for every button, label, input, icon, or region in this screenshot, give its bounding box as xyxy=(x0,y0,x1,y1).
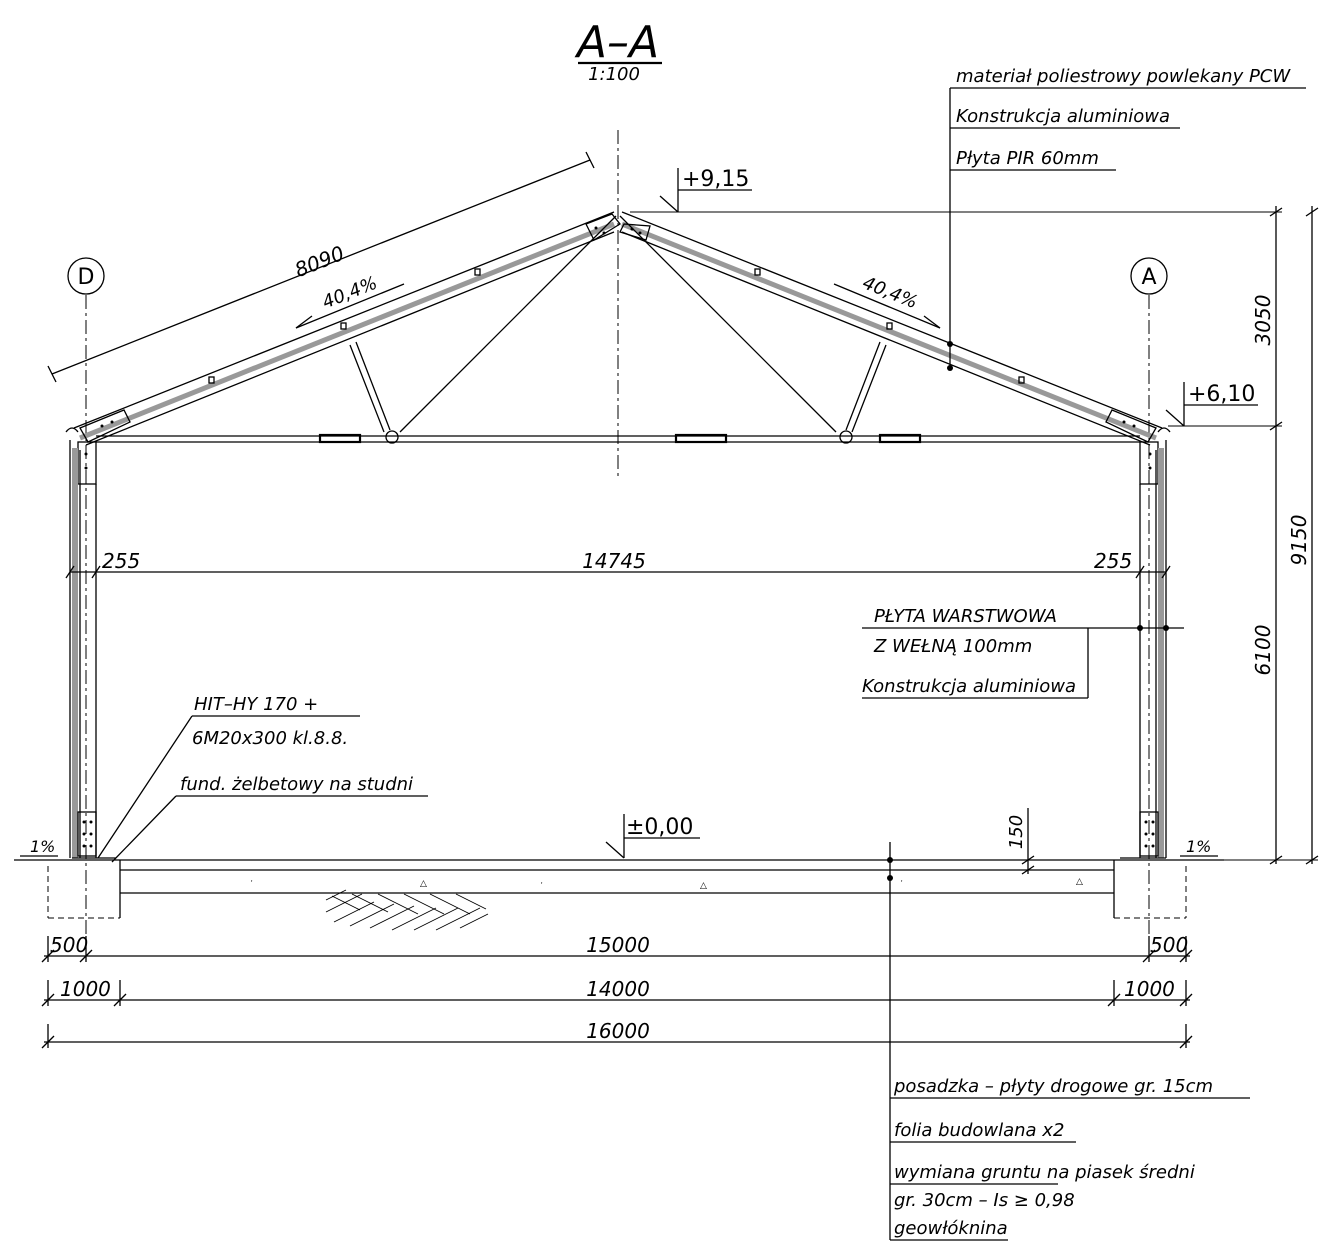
note-floor-line-2: folia budowlana x2 xyxy=(894,1120,1065,1141)
svg-text:·: · xyxy=(250,877,253,887)
dim-row2-right-text: 1000 xyxy=(1124,977,1175,1001)
svg-text:△: △ xyxy=(700,881,707,891)
dim-inner xyxy=(66,549,1170,578)
wall-left xyxy=(70,440,116,858)
slope-left-text: 40,4% xyxy=(319,272,381,314)
floor-slope-left-text: 1% xyxy=(30,837,56,856)
note-anchor-line-1: HIT–HY 170 + xyxy=(194,694,319,715)
dim-row-3 xyxy=(42,1019,1192,1048)
dim-inner-left-text: 255 xyxy=(102,549,141,573)
dim-row3-text: 16000 xyxy=(586,1019,650,1043)
scale-label: 1:100 xyxy=(588,64,640,85)
dim-wall-height-text: 6100 xyxy=(1251,624,1275,676)
note-wall-line-1: PŁYTA WARSTWOWA xyxy=(874,606,1057,627)
dim-floor-thickness-text: 150 xyxy=(1006,814,1027,850)
svg-text:·: · xyxy=(540,879,543,889)
slope-right xyxy=(834,273,940,328)
dim-row2-left-text: 1000 xyxy=(60,977,111,1001)
note-anchor-line-2: 6M20x300 kl.8.8. xyxy=(192,728,349,749)
dim-total-height-text: 9150 xyxy=(1287,514,1311,566)
note-floor-line-5: geowłóknina xyxy=(894,1218,1008,1239)
note-floor xyxy=(887,842,1250,1240)
floor-slope-right xyxy=(1180,837,1218,856)
slope-right-text: 40,4% xyxy=(859,272,921,314)
note-roof-line-3: Płyta PIR 60mm xyxy=(956,148,1099,169)
elevation-ridge xyxy=(630,167,1282,212)
note-roof-line-1: materiał poliestrowy powlekany PCW xyxy=(956,66,1291,87)
elevation-ridge-text: +9,15 xyxy=(682,167,750,192)
svg-text:△: △ xyxy=(420,879,427,889)
wall-right xyxy=(1120,440,1166,858)
dim-row1-mid-text: 15000 xyxy=(586,933,650,957)
dim-roof-height-text: 3050 xyxy=(1251,294,1275,346)
axis-label-d: D xyxy=(77,265,95,290)
dim-row-2 xyxy=(42,977,1192,1006)
note-floor-line-3: wymiana gruntu na piasek średni xyxy=(894,1162,1195,1183)
section-title: A–A xyxy=(576,17,660,68)
axis-label-a: A xyxy=(1141,265,1157,290)
elevation-floor xyxy=(606,814,700,858)
dim-floor-thickness xyxy=(1006,808,1034,874)
floor-slab xyxy=(14,860,1224,918)
note-roof-line-2: Konstrukcja aluminiowa xyxy=(956,106,1171,127)
soil-hatch xyxy=(326,890,488,930)
note-floor-line-1: posadzka – płyty drogowe gr. 15cm xyxy=(894,1076,1214,1097)
note-wall-line-3: Konstrukcja aluminiowa xyxy=(862,676,1077,697)
elevation-eaves-text: +6,10 xyxy=(1188,382,1256,407)
floor-slope-left xyxy=(20,837,58,856)
dim-row1-right-text: 500 xyxy=(1150,933,1189,957)
floor-slope-right-text: 1% xyxy=(1186,837,1212,856)
dim-row1-left-text: 500 xyxy=(50,933,89,957)
note-wall-line-2: Z WEŁNĄ 100mm xyxy=(874,636,1033,657)
svg-text:△: △ xyxy=(1076,877,1083,887)
dim-rafter-text: 8090 xyxy=(291,240,348,283)
dim-inner-right-text: 255 xyxy=(1094,549,1133,573)
note-foundation-text: fund. żelbetowy na studni xyxy=(180,774,414,795)
dim-vertical xyxy=(1166,206,1318,864)
dim-row2-mid-text: 14000 xyxy=(586,977,650,1001)
dim-row-1 xyxy=(42,933,1192,962)
svg-text:·: · xyxy=(900,877,903,887)
slope-left xyxy=(296,273,404,328)
note-foundation xyxy=(112,774,428,862)
elevation-floor-text: ±0,00 xyxy=(626,815,694,840)
dim-inner-mid-text: 14745 xyxy=(582,549,646,573)
note-floor-line-4: gr. 30cm – Is ≥ 0,98 xyxy=(894,1190,1075,1211)
elevation-eaves xyxy=(1166,382,1282,426)
note-wall xyxy=(862,606,1184,698)
